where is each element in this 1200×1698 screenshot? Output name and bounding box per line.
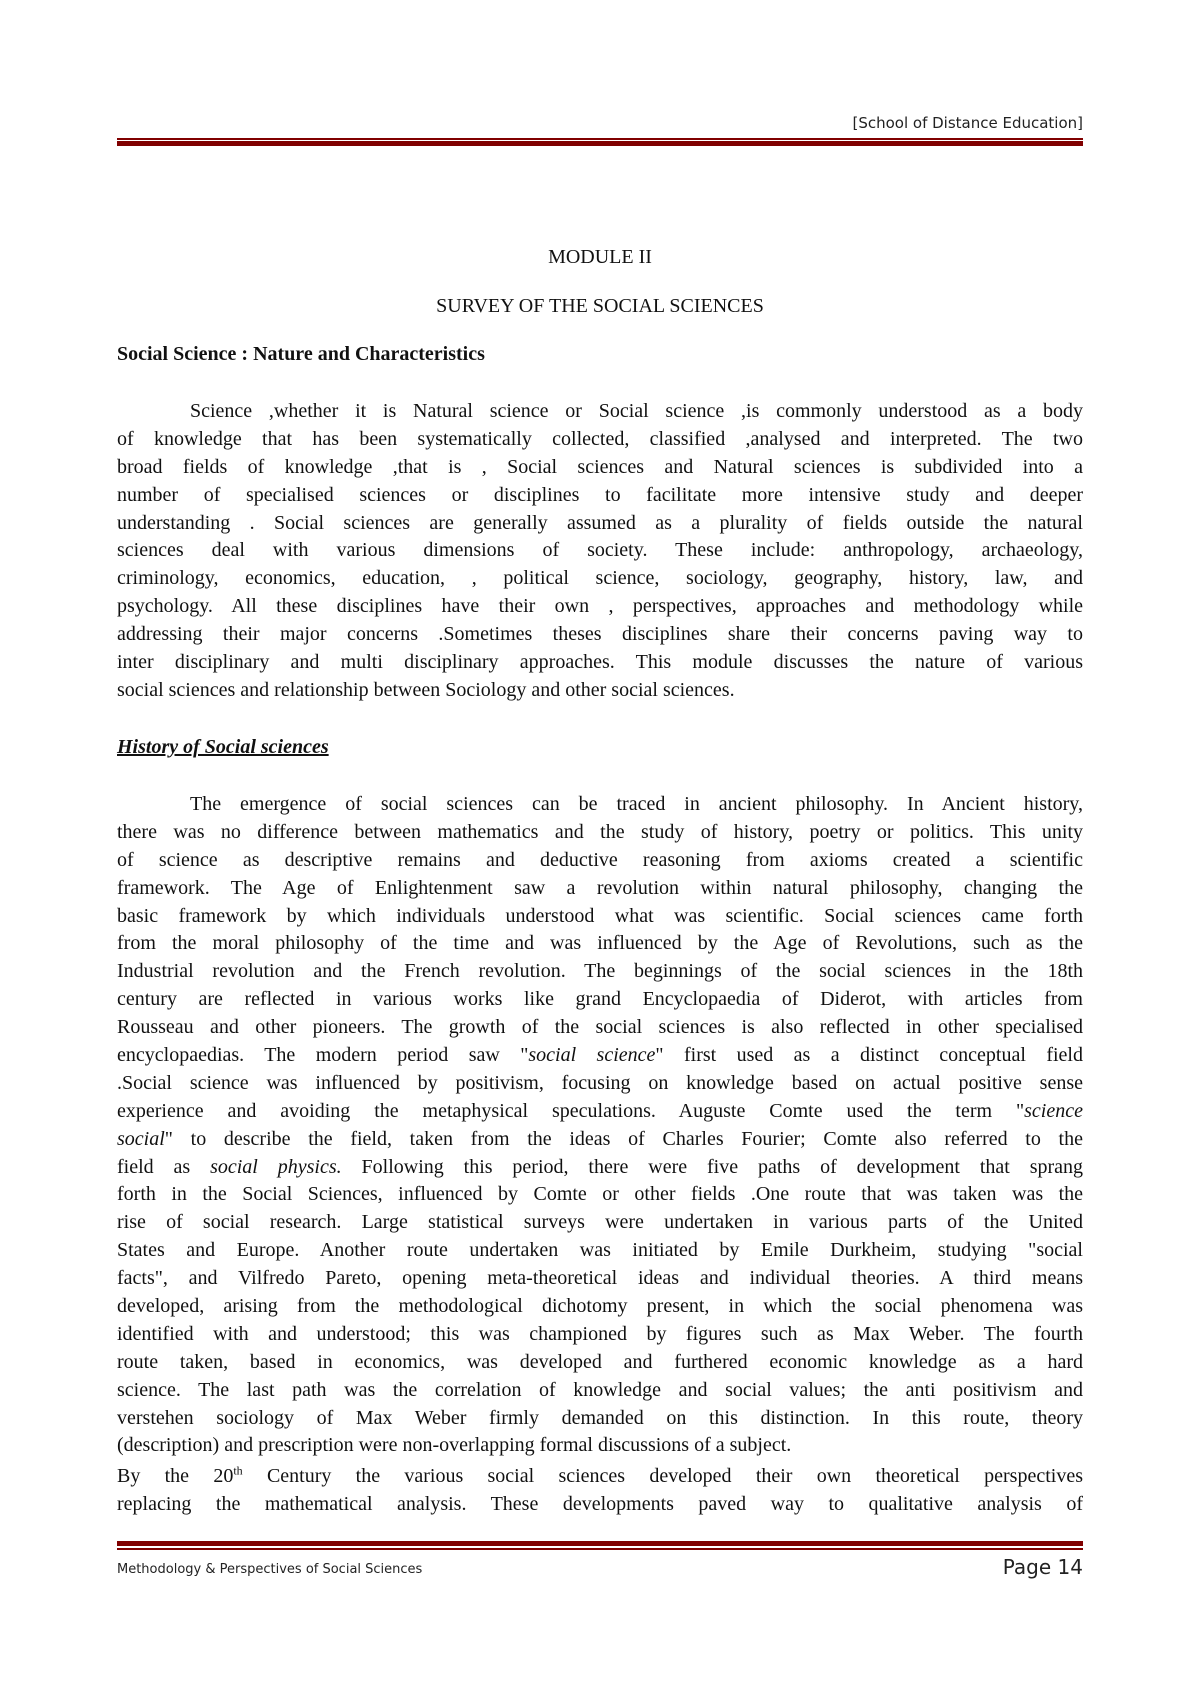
- text-line: developed, arising from the methodological dichotomy present, in which the social phenomena was: [117, 1295, 1083, 1318]
- text-line: broad fields of knowledge ,that is , Social sciences and Natural sciences is subdivided into a: [117, 455, 1083, 478]
- italic-text: social: [117, 1127, 165, 1150]
- text-line: identified with and understood; this was championed by figures such as Max Weber. The fourth: [117, 1322, 1083, 1345]
- footer-rule-thick: [117, 1541, 1083, 1546]
- text-line: inter disciplinary and multi disciplinary approaches. This module discusses the nature of various: [117, 651, 1083, 674]
- paragraph-twentieth-century: [117, 1463, 1083, 1519]
- text-span: encyclopaedias. The modern period saw ": [117, 1044, 529, 1067]
- text-span: Century the various social sciences developed their own theoretical perspectives: [242, 1465, 1083, 1487]
- text-line: forth in the Social Sciences, influenced by Comte or other fields .One route that was taken was the: [117, 1183, 1083, 1206]
- text-line: framework. The Age of Enlightenment saw a revolution within natural philosophy, changing the: [117, 876, 1083, 899]
- text-line: there was no difference between mathematics and the study of history, poetry or politics. This unity: [117, 820, 1083, 843]
- text-line: [117, 1154, 1083, 1182]
- history-heading: History of Social sciences: [117, 736, 329, 758]
- text-line: criminology, economics, education, , political science, sociology, geography, history, law, and: [117, 567, 1083, 590]
- text-span: field as: [117, 1155, 211, 1178]
- header-text: [School of Distance Education]: [852, 114, 1083, 132]
- text-line: century are reflected in various works like grand Encyclopaedia of Diderot, with articles from: [117, 988, 1083, 1011]
- paragraph-nature: [117, 398, 1083, 705]
- text-line: (description) and prescription were non-overlapping formal discussions of a subject.: [117, 1434, 792, 1457]
- text-line: [117, 1463, 1083, 1491]
- text-line: Science ,whether it is Natural science or Social science ,is commonly understood as a body: [190, 400, 1083, 422]
- text-line: from the moral philosophy of the time and was influenced by the Age of Revolutions, such as the: [117, 932, 1083, 955]
- text-line: of knowledge that has been systematically collected, classified ,analysed and interpreted. The two: [117, 427, 1083, 450]
- text-line: rise of social research. Large statistical surveys were undertaken in various parts of the United: [117, 1211, 1083, 1234]
- superscript: th: [233, 1463, 243, 1478]
- italic-text: science: [1024, 1099, 1083, 1122]
- text-line: States and Europe. Another route undertaken was initiated by Emile Durkheim, studying "social: [117, 1239, 1083, 1262]
- page-number: Page 14: [1002, 1555, 1083, 1579]
- text-line: The emergence of social sciences can be traced in ancient philosophy. In Ancient history,: [190, 793, 1083, 815]
- text-line: understanding . Social sciences are generally assumed as a plurality of fields outside the natural: [117, 511, 1083, 534]
- text-line: verstehen sociology of Max Weber firmly demanded on this distinction. In this route, theory: [117, 1406, 1083, 1429]
- text-span: " to describe the field, taken from the ideas of Charles Fourier; Comte also referred to the: [164, 1127, 1083, 1150]
- text-line: replacing the mathematical analysis. These developments paved way to qualitative analysis of: [117, 1492, 1083, 1515]
- text-line: Rousseau and other pioneers. The growth of the social sciences is also reflected in other specialised: [117, 1016, 1083, 1039]
- text-line: .Social science was influenced by positivism, focusing on knowledge based on actual positive sense: [117, 1071, 1083, 1094]
- text-line: social sciences and relationship between Sociology and other social sciences.: [117, 678, 735, 701]
- text-line: science. The last path was the correlation of knowledge and social values; the anti positivism and: [117, 1378, 1083, 1401]
- text-line: psychology. All these disciplines have their own , perspectives, approaches and methodology while: [117, 595, 1083, 618]
- text-line: [117, 1042, 1083, 1070]
- text-line: facts", and Vilfredo Pareto, opening meta-theoretical ideas and individual theories. A third means: [117, 1267, 1083, 1290]
- paragraph-history: [117, 791, 1083, 1460]
- module-subtitle: SURVEY OF THE SOCIAL SCIENCES: [436, 295, 764, 317]
- text-line: number of specialised sciences or disciplines to facilitate more intensive study and deeper: [117, 483, 1083, 506]
- text-line: basic framework by which individuals understood what was scientific. Social sciences came forth: [117, 904, 1083, 927]
- footer-rule-thin: [117, 1548, 1083, 1550]
- text-line: addressing their major concerns .Sometimes theses disciplines share their concerns paving way to: [117, 623, 1083, 646]
- text-span: Following this period, there were five paths of development that sprang: [341, 1155, 1083, 1178]
- text-line: [117, 1126, 1083, 1154]
- italic-text: social physics.: [210, 1155, 342, 1178]
- italic-text: social science: [528, 1044, 656, 1067]
- text-line: of science as descriptive remains and deductive reasoning from axioms created a scientific: [117, 848, 1083, 871]
- text-line: sciences deal with various dimensions of society. These include: anthropology, archaeology,: [117, 539, 1083, 562]
- header-rule-thin: [117, 138, 1083, 140]
- footer-course-title: Methodology & Perspectives of Social Sciences: [117, 1562, 423, 1577]
- header-rule-thick: [117, 141, 1083, 146]
- text-span: " first used as a distinct conceptual field: [655, 1044, 1083, 1067]
- text-line: [117, 1098, 1083, 1126]
- text-line: route taken, based in economics, was developed and furthered economic knowledge as a hard: [117, 1350, 1083, 1373]
- module-title: MODULE II: [548, 246, 652, 268]
- text-span: experience and avoiding the metaphysical speculations. Auguste Comte used the term ": [117, 1099, 1025, 1122]
- section-heading: Social Science : Nature and Characteristics: [117, 343, 485, 365]
- text-line: Industrial revolution and the French revolution. The beginnings of the social sciences in the 18th: [117, 960, 1083, 983]
- text-span: By the 20: [117, 1465, 234, 1487]
